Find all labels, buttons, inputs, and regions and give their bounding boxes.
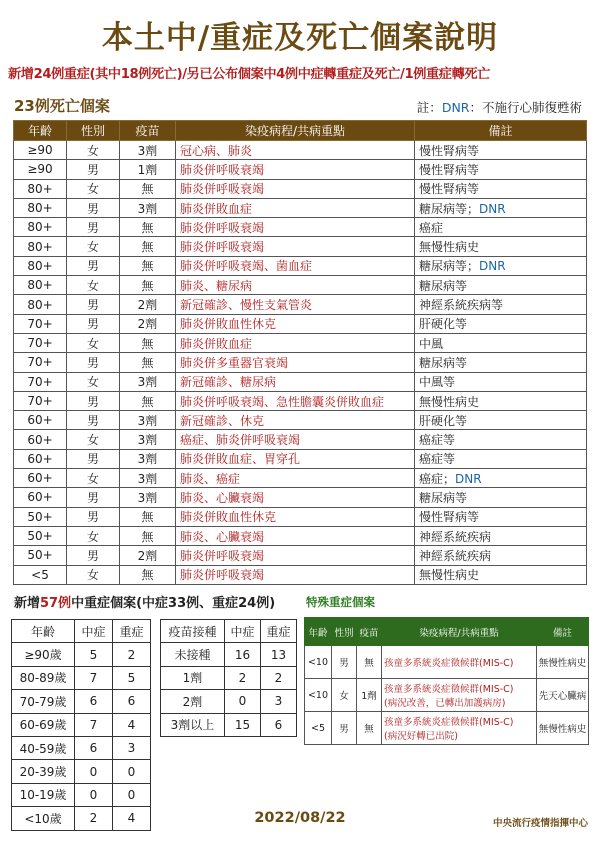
cell-note <box>415 333 587 352</box>
header-course: 染疫病程/共病重點 <box>176 121 415 141</box>
cell-vaccine: 2劑 <box>120 314 176 333</box>
cell-sex: 女 <box>67 526 120 545</box>
cell-note <box>415 276 587 295</box>
cell-severe: 6 <box>261 713 297 736</box>
cell-moderate: 5 <box>75 643 113 666</box>
cell-course <box>382 679 537 712</box>
cell-note <box>415 256 587 275</box>
table-row <box>161 643 297 666</box>
dnr-tag: DNR <box>479 259 506 274</box>
cell-age: <5 <box>14 565 67 584</box>
vac-header-moderate: 中症 <box>225 620 261 643</box>
table-row <box>305 646 589 679</box>
cell-note <box>415 353 587 372</box>
sp-header-age: 年齡 <box>305 618 332 646</box>
cell-course: 肺炎併呼吸衰竭 <box>176 565 415 584</box>
cell-note-text: 癌症等 <box>419 433 456 448</box>
cell-age-group: 80-89歲 <box>12 666 75 689</box>
cell-moderate: 0 <box>75 760 113 783</box>
table-row <box>14 276 587 295</box>
cell-course: 肺炎併多重器官衰竭 <box>176 353 415 372</box>
cell-course: 肺炎、糖尿病 <box>176 276 415 295</box>
cell-note-text: 無慢性病史 <box>419 240 480 255</box>
cell-severe: 4 <box>113 807 151 830</box>
table-row <box>14 430 587 449</box>
table-row <box>14 469 587 488</box>
table-row <box>161 713 297 736</box>
cell-age-group: <10歲 <box>12 807 75 830</box>
cell-age: 60+ <box>14 411 67 430</box>
cell-course: 肺炎併呼吸衰竭 <box>176 546 415 565</box>
cell-note <box>415 488 587 507</box>
cell-note-text: 神經系統疾病 <box>419 548 492 563</box>
special-table-header <box>305 618 589 646</box>
cell-vaccine: 無 <box>120 276 176 295</box>
cell-severe: 3 <box>113 736 151 759</box>
cell-vaccine-status: 2劑 <box>161 690 225 713</box>
cell-note: 先天心臟病 <box>537 679 589 712</box>
cell-note <box>415 179 587 198</box>
table-row <box>14 179 587 198</box>
table-row <box>14 507 587 526</box>
dnr-tag: DNR <box>479 201 506 216</box>
cell-sex: 女 <box>67 372 120 391</box>
cell-course: 冠心病、肺炎 <box>176 141 415 160</box>
vaccine-breakdown-table <box>160 619 297 737</box>
cell-note-text: 糖尿病等； <box>419 201 480 216</box>
cell-sex: 女 <box>67 276 120 295</box>
cell-age: 80+ <box>14 198 67 217</box>
cell-course-status: (病況好轉已出院) <box>384 731 458 742</box>
cell-severe: 2 <box>113 643 151 666</box>
cell-vaccine: 3劑 <box>120 469 176 488</box>
table-row <box>14 198 587 217</box>
cell-moderate: 6 <box>75 736 113 759</box>
cell-note <box>415 295 587 314</box>
page-title: 本土中/重症及死亡個案說明 <box>101 20 499 56</box>
cell-note-text: 無慢性病史 <box>419 394 480 409</box>
table-row <box>14 546 587 565</box>
table-row <box>14 565 587 584</box>
cell-course: 肺炎、心臟衰竭 <box>176 526 415 545</box>
cell-age: <10 <box>305 679 332 712</box>
cell-course: 新冠確診、慢性支氣管炎 <box>176 295 415 314</box>
cell-vaccine: 無 <box>357 646 382 679</box>
cell-vaccine: 無 <box>120 391 176 410</box>
cell-sex: 男 <box>67 353 120 372</box>
table-row <box>14 218 587 237</box>
cell-note <box>415 218 587 237</box>
cell-age: 50+ <box>14 546 67 565</box>
death-section-title: 23例死亡個案 <box>14 97 110 115</box>
header-note: 備註 <box>415 121 587 141</box>
cell-course: 肺炎併呼吸衰竭 <box>176 179 415 198</box>
cell-note <box>415 546 587 565</box>
cell-note: 無慢性病史 <box>537 646 589 679</box>
cell-course <box>382 646 537 679</box>
dnr-note-suffix: ：不施行心肺復甦術 <box>469 100 582 115</box>
sp-header-sex: 性別 <box>332 618 357 646</box>
organization-name: 中央流行疫情指揮中心 <box>492 818 588 829</box>
cell-age: 60+ <box>14 430 67 449</box>
cell-moderate: 15 <box>225 713 261 736</box>
table-row <box>14 526 587 545</box>
cell-course: 肺炎、心臟衰竭 <box>176 488 415 507</box>
cell-sex: 女 <box>67 565 120 584</box>
cell-course: 肺炎併敗血症、胃穿孔 <box>176 449 415 468</box>
cell-vaccine: 3劑 <box>120 449 176 468</box>
vaccine-table-header <box>161 620 297 643</box>
cell-vaccine: 1劑 <box>120 160 176 179</box>
cell-course: 癌症、肺炎併呼吸衰竭 <box>176 430 415 449</box>
cell-moderate: 0 <box>75 783 113 806</box>
cell-note-text: 糖尿病等； <box>419 259 480 274</box>
cell-vaccine: 無 <box>120 526 176 545</box>
death-cases-table <box>13 120 587 585</box>
cell-note-text: 中風 <box>419 336 444 351</box>
cell-sex: 女 <box>332 679 357 712</box>
cell-age: <10 <box>305 646 332 679</box>
cell-moderate: 2 <box>225 666 261 689</box>
cell-vaccine: 無 <box>120 353 176 372</box>
cell-note <box>415 411 587 430</box>
dnr-tag: DNR <box>455 471 482 486</box>
cell-note <box>415 314 587 333</box>
cell-age: 60+ <box>14 449 67 468</box>
table-row <box>12 690 151 713</box>
cell-course: 肺炎併敗血性休克 <box>176 314 415 333</box>
cell-vaccine: 2劑 <box>120 295 176 314</box>
cell-sex: 女 <box>67 469 120 488</box>
cell-note-text: 神經系統疾病等 <box>419 298 504 313</box>
cell-age-group: 70-79歲 <box>12 690 75 713</box>
age-header-severe: 重症 <box>113 620 151 643</box>
cell-course: 肺炎併呼吸衰竭 <box>176 160 415 179</box>
cell-note <box>415 372 587 391</box>
table-row <box>12 760 151 783</box>
cell-severe: 0 <box>113 783 151 806</box>
table-row <box>14 411 587 430</box>
cell-vaccine: 3劑 <box>120 411 176 430</box>
cell-course-text: 孩童多系統炎症徵候群(MIS-C) <box>384 684 514 695</box>
table-row <box>161 666 297 689</box>
special-cases-heading: 特殊重症個案 <box>306 595 375 609</box>
cell-note-text: 肝硬化等 <box>419 317 468 332</box>
table-row <box>12 666 151 689</box>
cell-age: 70+ <box>14 314 67 333</box>
cell-course: 新冠確診、糖尿病 <box>176 372 415 391</box>
cell-moderate: 2 <box>75 807 113 830</box>
cell-age-group: 20-39歲 <box>12 760 75 783</box>
cell-course: 肺炎併呼吸衰竭 <box>176 237 415 256</box>
table-row <box>14 295 587 314</box>
cell-age: 80+ <box>14 237 67 256</box>
header-age: 年齡 <box>14 121 67 141</box>
cell-vaccine: 無 <box>357 712 382 745</box>
table-row <box>12 713 151 736</box>
cell-note: 無慢性病史 <box>537 712 589 745</box>
cell-vaccine-status: 1劑 <box>161 666 225 689</box>
table-row <box>161 690 297 713</box>
cell-note-text: 慢性腎病等 <box>419 510 480 525</box>
cell-vaccine: 3劑 <box>120 198 176 217</box>
cell-vaccine: 2劑 <box>120 546 176 565</box>
age-header-moderate: 中症 <box>75 620 113 643</box>
new-cases-count: 57例 <box>40 596 72 611</box>
dnr-note-prefix: 註： <box>416 100 442 115</box>
cell-moderate: 6 <box>75 690 113 713</box>
table-row <box>14 256 587 275</box>
cell-age: 70+ <box>14 372 67 391</box>
cell-age: ≥90 <box>14 160 67 179</box>
table-row <box>14 141 587 160</box>
cell-course-status: (病況改善，已轉出加護病房) <box>384 698 506 709</box>
cell-vaccine: 3劑 <box>120 430 176 449</box>
cell-sex: 男 <box>67 411 120 430</box>
new-cases-suffix: 中重症個案(中症33例、重症24例) <box>71 596 276 611</box>
page-subtitle: 新增24例重症(其中18例死亡)/另已公布個案中4例中症轉重症及死亡/1例重症轉死亡 <box>8 67 490 82</box>
cell-sex: 男 <box>67 295 120 314</box>
table-row <box>12 736 151 759</box>
special-cases-table <box>304 617 589 745</box>
cell-note <box>415 430 587 449</box>
cell-course: 肺炎、癌症 <box>176 469 415 488</box>
cell-vaccine: 3劑 <box>120 488 176 507</box>
new-cases-heading <box>14 592 275 611</box>
cell-sex: 女 <box>67 141 120 160</box>
cell-sex: 女 <box>67 237 120 256</box>
cell-sex: 男 <box>67 449 120 468</box>
cell-severe: 2 <box>261 666 297 689</box>
cell-age-group: 60-69歲 <box>12 713 75 736</box>
cell-vaccine: 無 <box>120 256 176 275</box>
cell-severe: 0 <box>113 760 151 783</box>
cell-severe: 4 <box>113 713 151 736</box>
cell-vaccine: 無 <box>120 507 176 526</box>
cell-course-text: 孩童多系統炎症徵候群(MIS-C) <box>384 658 514 669</box>
cell-vaccine: 3劑 <box>120 141 176 160</box>
cell-note-text: 糖尿病等 <box>419 490 468 505</box>
cell-note <box>415 507 587 526</box>
cell-age: 70+ <box>14 353 67 372</box>
cell-note <box>415 391 587 410</box>
cell-note <box>415 198 587 217</box>
cell-note <box>415 449 587 468</box>
cell-severe: 13 <box>261 643 297 666</box>
age-table-header <box>12 620 151 643</box>
cell-course <box>382 712 537 745</box>
cell-course: 肺炎併呼吸衰竭、菌血症 <box>176 256 415 275</box>
header-vaccine: 疫苗 <box>120 121 176 141</box>
cell-sex: 男 <box>67 314 120 333</box>
cell-vaccine: 無 <box>120 218 176 237</box>
cell-sex: 男 <box>67 507 120 526</box>
cell-age-group: ≥90歲 <box>12 643 75 666</box>
table-row <box>14 314 587 333</box>
cell-sex: 男 <box>67 160 120 179</box>
vac-header-vaccine: 疫苗接種 <box>161 620 225 643</box>
cell-age: <5 <box>305 712 332 745</box>
cell-note-text: 糖尿病等 <box>419 355 468 370</box>
cell-note-text: 慢性腎病等 <box>419 143 480 158</box>
cell-note-text: 癌症等 <box>419 452 456 467</box>
age-breakdown-table <box>11 619 151 831</box>
cell-vaccine: 3劑 <box>120 372 176 391</box>
table-row <box>12 643 151 666</box>
new-cases-prefix: 新增 <box>14 596 41 611</box>
cell-severe: 6 <box>113 690 151 713</box>
cell-age-group: 40-59歲 <box>12 736 75 759</box>
cell-age: 80+ <box>14 218 67 237</box>
cell-sex: 女 <box>67 430 120 449</box>
cell-age: 80+ <box>14 276 67 295</box>
sp-header-vaccine: 疫苗 <box>357 618 382 646</box>
cell-moderate: 7 <box>75 666 113 689</box>
table-row <box>14 353 587 372</box>
cell-note <box>415 160 587 179</box>
cell-course: 新冠確診、休克 <box>176 411 415 430</box>
age-header-age: 年齡 <box>12 620 75 643</box>
table-row <box>14 449 587 468</box>
cell-note <box>415 141 587 160</box>
cell-sex: 男 <box>67 488 120 507</box>
cell-age: 80+ <box>14 256 67 275</box>
cell-course: 肺炎併敗血症 <box>176 333 415 352</box>
cell-severe: 5 <box>113 666 151 689</box>
cell-course-text: 孩童多系統炎症徵候群(MIS-C) <box>384 717 514 728</box>
cell-note <box>415 565 587 584</box>
cell-moderate: 7 <box>75 713 113 736</box>
cell-vaccine: 無 <box>120 565 176 584</box>
table-row <box>14 237 587 256</box>
cell-age: 60+ <box>14 488 67 507</box>
cell-course: 肺炎併呼吸衰竭 <box>176 218 415 237</box>
cell-age: 70+ <box>14 333 67 352</box>
cell-vaccine: 無 <box>120 237 176 256</box>
sp-header-course: 染疫病程/共病重點 <box>382 618 537 646</box>
table-row <box>12 783 151 806</box>
cell-note-text: 糖尿病等 <box>419 278 468 293</box>
cell-age: 80+ <box>14 295 67 314</box>
cell-age: 70+ <box>14 391 67 410</box>
dnr-note-abbr: DNR <box>441 100 470 115</box>
table-row <box>14 372 587 391</box>
cell-sex: 男 <box>67 198 120 217</box>
table-row <box>14 391 587 410</box>
cell-age-group: 10-19歲 <box>12 783 75 806</box>
table-row <box>14 333 587 352</box>
cell-age: 50+ <box>14 526 67 545</box>
cell-moderate: 0 <box>225 690 261 713</box>
death-table-header <box>14 121 587 141</box>
cell-note-text: 慢性腎病等 <box>419 162 480 177</box>
publish-date: 2022/08/22 <box>254 810 346 826</box>
cell-moderate: 16 <box>225 643 261 666</box>
cell-note-text: 慢性腎病等 <box>419 182 480 197</box>
dnr-note <box>417 98 582 116</box>
cell-age: 50+ <box>14 507 67 526</box>
cell-sex: 男 <box>332 646 357 679</box>
cell-vaccine: 無 <box>120 179 176 198</box>
cell-note-text: 肝硬化等 <box>419 413 468 428</box>
cell-sex: 男 <box>67 256 120 275</box>
sp-header-note: 備註 <box>537 618 589 646</box>
vac-header-severe: 重症 <box>261 620 297 643</box>
table-row <box>14 488 587 507</box>
cell-severe: 3 <box>261 690 297 713</box>
header-sex: 性別 <box>67 121 120 141</box>
cell-note <box>415 237 587 256</box>
cell-vaccine: 1劑 <box>357 679 382 712</box>
cell-note <box>415 469 587 488</box>
cell-course: 肺炎併敗血性休克 <box>176 507 415 526</box>
cell-note-text: 癌症 <box>419 220 444 235</box>
cell-vaccine-status: 未接種 <box>161 643 225 666</box>
cell-sex: 女 <box>67 179 120 198</box>
cell-note-text: 中風等 <box>419 375 456 390</box>
cell-age: 60+ <box>14 469 67 488</box>
cell-note-text: 神經系統疾病 <box>419 529 492 544</box>
cell-age: ≥90 <box>14 141 67 160</box>
cell-age: 80+ <box>14 179 67 198</box>
cell-sex: 女 <box>67 333 120 352</box>
cell-note <box>415 526 587 545</box>
cell-vaccine: 無 <box>120 333 176 352</box>
cell-sex: 男 <box>67 218 120 237</box>
cell-sex: 男 <box>67 391 120 410</box>
cell-note-text: 無慢性病史 <box>419 568 480 583</box>
cell-sex: 男 <box>332 712 357 745</box>
cell-course: 肺炎併敗血症 <box>176 198 415 217</box>
table-row <box>305 712 589 745</box>
cell-note-text: 癌症； <box>419 471 456 486</box>
cell-course: 肺炎併呼吸衰竭、急性膽囊炎併敗血症 <box>176 391 415 410</box>
cell-vaccine-status: 3劑以上 <box>161 713 225 736</box>
table-row <box>305 679 589 712</box>
table-row <box>14 160 587 179</box>
cell-sex: 男 <box>67 546 120 565</box>
